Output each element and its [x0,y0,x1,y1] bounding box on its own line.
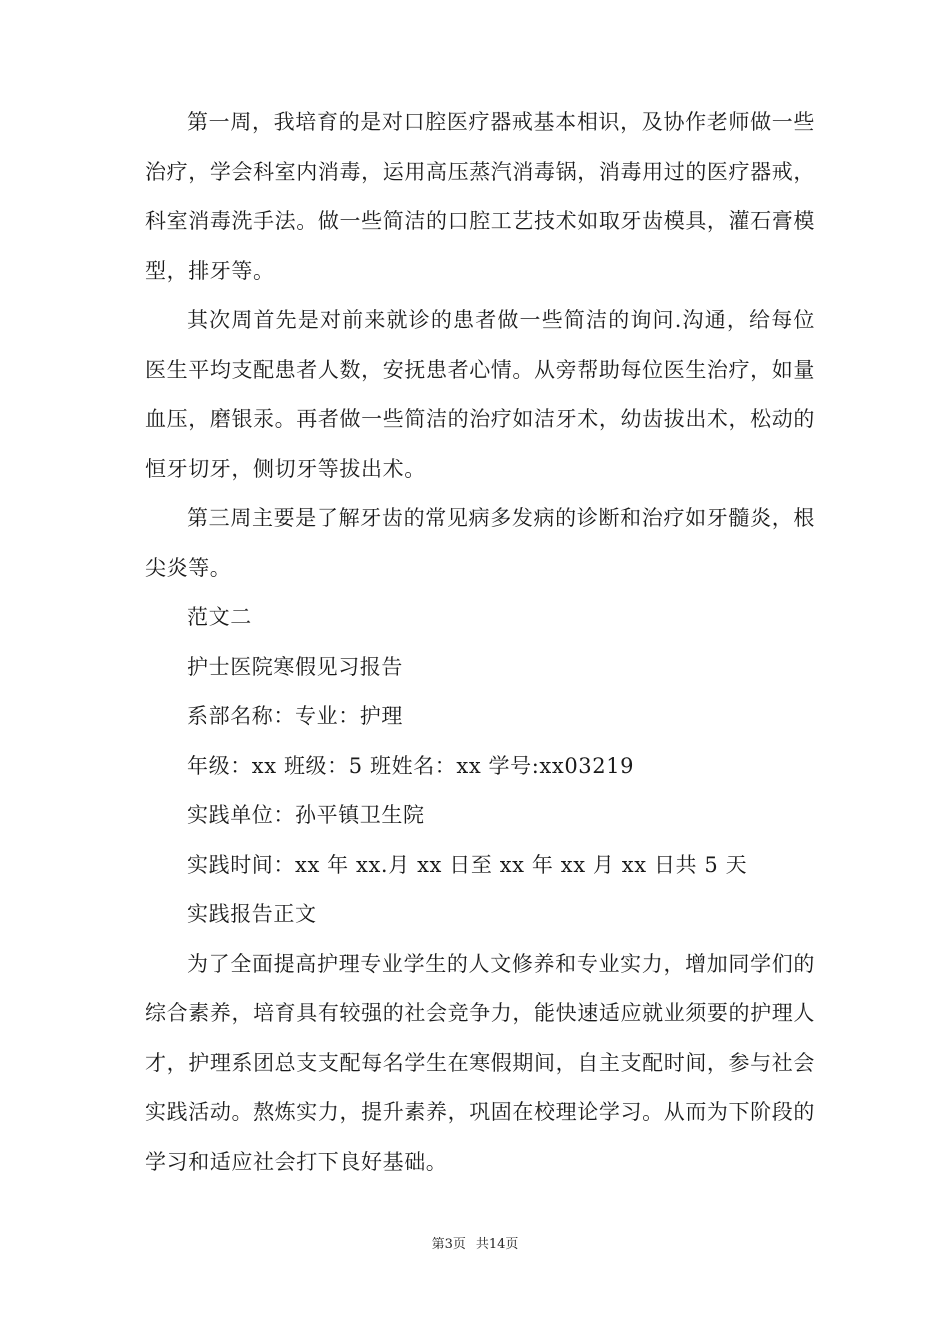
paragraph-week-two: 其次周首先是对前来就诊的患者做一些简洁的询问.沟通，给每位医生平均支配患者人数，安抚患者心情。从旁帮助每位医生治疗，如量血压，磨银汞。再者做一些简洁的治疗如洁牙术，幼齿拔出术，松动的恒牙切牙，侧切牙等拔出术。 [145,308,815,481]
page-number: 第3页 [431,1237,466,1252]
practice-unit-line: 实践单位：孙平镇卫生院 [187,803,425,827]
section-heading-sample-two: 范文二 [187,605,252,629]
document-body [145,98,815,1187]
department-line: 系部名称：专业：护理 [187,704,403,728]
report-body-paragraph: 为了全面提高护理专业学生的人文修养和专业实力，增加同学们的综合素养，培育具有较强的社会竞争力，能快速适应就业须要的护理人才，护理系团总支支配每名学生在寒假期间，自主支配时间，参与社会实践活动。熬炼实力，提升素养，巩固在校理论学习。从而为下阶段的学习和适应社会打下良好基础。 [145,951,815,1174]
report-body-heading: 实践报告正文 [187,902,317,926]
page-total: 共14页 [475,1237,519,1252]
paragraph-week-three: 第三周主要是了解牙齿的常见病多发病的诊断和治疗如牙髓炎，根尖炎等。 [145,506,815,580]
practice-time-line: 实践时间：xx 年 xx.月 xx 日至 xx 年 xx 月 xx 日共 5 天 [187,852,748,877]
page-footer [0,1233,950,1252]
paragraph-week-one: 第一周，我培育的是对口腔医疗器戒基本相识，及协作老师做一些治疗，学会科室内消毒，运用高压蒸汽消毒锅，消毒用过的医疗器戒，科室消毒洗手法。做一些简洁的口腔工艺技术如取牙齿模具，灌石膏模型，排牙等。 [145,110,815,283]
report-title: 护士医院寒假见习报告 [187,654,403,679]
student-info-line: 年级：xx 班级：5 班姓名：xx 学号:xx03219 [187,753,635,778]
